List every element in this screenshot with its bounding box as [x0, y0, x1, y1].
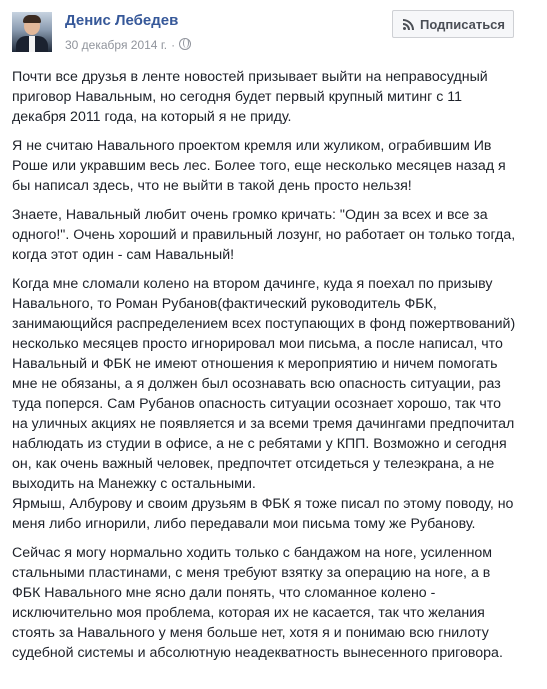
meta-separator: · — [171, 38, 176, 52]
post-date[interactable]: 30 декабря 2014 г. — [65, 38, 168, 52]
avatar-hair — [23, 15, 41, 23]
post-paragraph: Когда мне сломали колено на втором дачинге, куда я поехал по призыву Навального, то Роман Рубанов(фактический руководитель ФБК, занимающийся распределением всех поступающих в фонд пожертвований) несколько месяцев просто игнорировал мои письма, а после написал, что Навальный и ФБК не имеют отношения к мероприятию и ничем помогать мне не обязаны, а я должен был осознавать всю опасность ситуации, раз туда поперся. Сам Рубанов опасность ситуации осознает хорошо, так что на уличных акциях не появляется и за всеми тремя дачингами предпочитал наблюдать из студии в офисе, а не с ребятами у КПП. Возможно и сегодня он, как очень важный человек, предпочтет отсидеться у телеэкрана, а не выходить на Манежку с остальными. Ярмыш, Албурову и своим друзьям в ФБК я тоже писал по этому поводу, но меня либо игнорили, либо передавали мои письма тому же Рубанову. — [12, 276, 516, 532]
post-meta — [65, 37, 191, 52]
post-paragraph: Знаете, Навальный любит очень громко кричать: "Один за всех и все за одного!". Очень хороший и правильный лозунг, но работает он только тогда, когда этот один - сам Навальный! — [12, 207, 516, 263]
post-paragraph: Почти все друзья в ленте новостей призывает выйти на неправосудный приговор Навальным, но сегодня будет первый крупный митинг с 11 декабря 2011 года, на который я не приду. — [12, 69, 488, 125]
post-paragraph: Сейчас я могу нормально ходить только с бандажом на ноге, усиленном стальными пластинами, с меня требуют взятку за операцию на ноге, а в ФБК Навального мне ясно дали понять, что сломанное колено - исключительно моя проблема, которая их не касается, так что желания стоять за Навального у меня больше нет, хотя я и понимаю всю гнилоту судебной системы и абсолютную неадекватность вынесенного приговора. — [12, 545, 503, 661]
post-header — [0, 0, 547, 62]
avatar-shirt — [29, 36, 35, 52]
rss-icon — [403, 19, 414, 30]
globe-icon[interactable] — [179, 38, 191, 50]
subscribe-button[interactable] — [392, 10, 514, 38]
avatar[interactable] — [12, 12, 52, 52]
subscribe-label: Подписаться — [420, 16, 506, 32]
post-body — [12, 67, 542, 672]
post-paragraph: Я не считаю Навального проектом кремля или жуликом, ограбившим Ив Роше или укравшим весь лес. Более того, еще несколько месяцев назад я бы написал здесь, что не выйти в такой день просто нельзя! — [12, 138, 506, 194]
author-name[interactable]: Денис Лебедев — [65, 12, 179, 29]
